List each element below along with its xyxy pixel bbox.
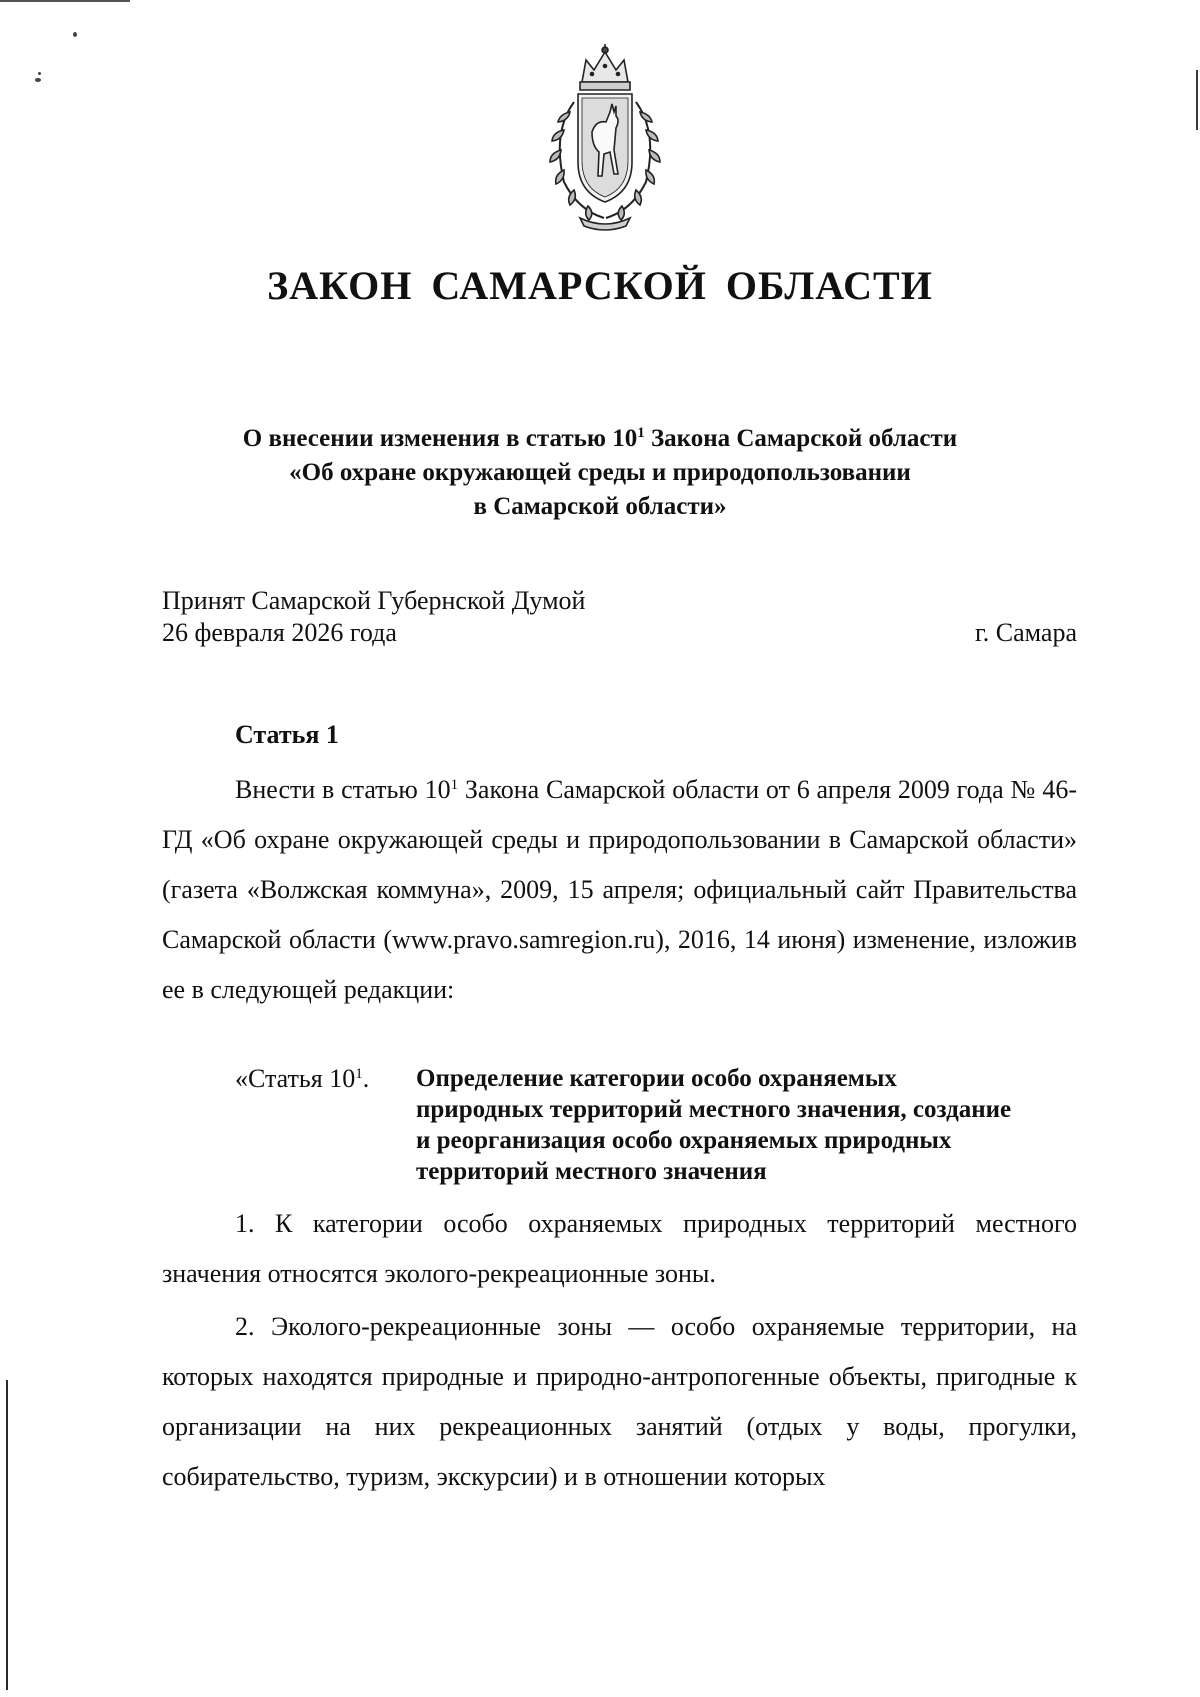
adoption-city: г. Самара [975, 618, 1077, 647]
paragraph-2: 2. Эколого-рекреационные зоны — особо охраняемые территории, на которых находятся природные и природно-антропогенные объекты, пригодные к организации на них рекреационных занятий (отдых у воды, прогулки, собирательство, туризм, экскурсии) и в отношении которых [162, 1312, 1077, 1491]
subject-line-1 [150, 422, 1050, 456]
adoption-info [162, 585, 1077, 649]
subject-line-3: в Самарской области» [473, 493, 727, 520]
subject-superscript: 1 [637, 425, 645, 441]
quoted-article-superscript: 1 [355, 1066, 363, 1082]
law-subject [150, 422, 1050, 524]
adoption-date: 26 февраля 2026 года [162, 618, 397, 647]
scan-edge-right [1196, 70, 1198, 130]
article-body [162, 765, 1077, 1015]
subject-line-2: «Об охране окружающей среды и природопользовании [289, 459, 911, 486]
subject-line-1-text: О внесении изменения в статью 10 [242, 425, 638, 452]
quoted-article-label [235, 1063, 369, 1094]
scan-speck [38, 72, 41, 75]
article-body-text-a: Внести в статью 10 [235, 775, 451, 804]
paragraph-1: 1. К категории особо охраняемых природных территорий местного значения относятся эколого-рекреационные зоны. [162, 1209, 1077, 1288]
quoted-article-dot: . [362, 1064, 370, 1093]
quoted-article-label-text: «Статья 10 [235, 1064, 356, 1093]
adopted-by: Принят Самарской Губернской Думой [162, 586, 586, 615]
law-title: ЗАКОН САМАРСКОЙ ОБЛАСТИ [267, 263, 933, 308]
scan-speck [35, 78, 41, 82]
scan-speck [73, 32, 77, 37]
scan-edge-left [6, 1380, 8, 1690]
article-heading: Статья 1 [235, 720, 339, 749]
article-body-text-b: Закона Самарской области от 6 апреля 2009 года № 46-ГД «Об охране окружающей среды и природопользовании в Самарской области» (газета «Волжская коммуна», 2009, 15 апреля; официальный сайт Правительства Самарской области (www.pravo.samregion.ru), 2016, 14 июня) изменение, изложив ее в следующей редакции: [162, 775, 1077, 1004]
scan-edge-top [0, 0, 130, 2]
subject-line-1-tail: Закона Самарской области [644, 425, 958, 452]
samara-region-coat-of-arms-icon [530, 42, 680, 232]
article-body-superscript: 1 [450, 777, 459, 793]
quoted-article-name: Определение категории особо охраняемых природных территорий местного значения, создание и реорганизация особо охраняемых природных территорий местного значения [416, 1065, 1012, 1185]
